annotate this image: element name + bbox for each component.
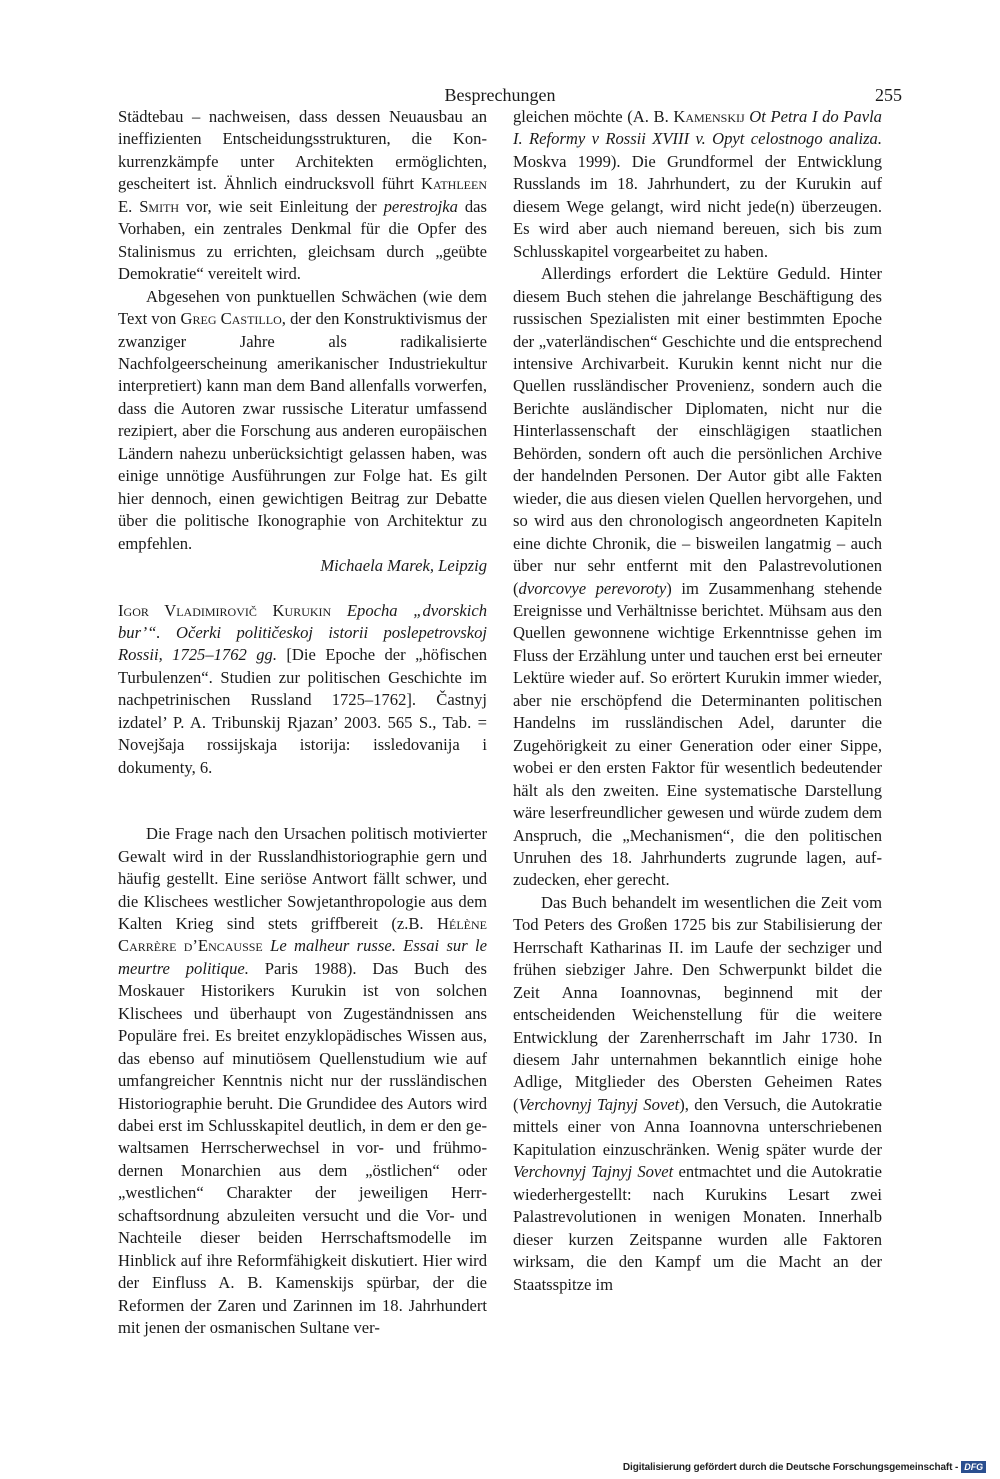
paragraph: Die Frage nach den Ursachen politisch motivierter Gewalt wird in der Russlandhistoriographie gern und häufig gestellt. Eine seriöse Antwort fällt schwer, und die Klischees westlicher Sowjetanthropologie aus dem Kalten Krieg sind stets griffbereit (z.B. Hélène Carrère d’Encausse Le malheur russe. Essai sur le meurtre politique. Paris 1988). Das Buch des Moskauer Historikers Kurukin ist von solchen Klischees und überhaupt von Zugeständnissen ans Populäre frei. Es breitet enzyklopädisches Wissen aus, das ebenso auf minutiösem Quellenstudium wie auf umfangreicher Kenntnis nicht nur der russländischen Historiographie beruht. Die Grundidee des Autors wird dabei erst im Schlusskapitel deutlich, in dem er den gewaltsamen Herrscherwechsel in vor- und frühmodernen Monarchien aus dem „östlichen“ oder „westlichen“ Charakter der jeweiligen Herrschaftsordnung abzuleiten versucht und die Vor- und Nachteile dieser beiden Herrschaftsmodelle im Hinblick auf ihre Reformfähigkeit diskutiert. Hier wird der Einfluss A. B. Kamenskijs spürbar, der die Reformen der Zaren und Zarinnen im 18. Jahrhundert mit jenen der osmanischen Sultane ver- bbox=[118, 824, 487, 1338]
right-column bbox=[513, 106, 882, 1296]
digitization-footer bbox=[623, 1461, 986, 1473]
paragraph: Das Buch behandelt im wesentlichen die Zeit vom Tod Peters des Großen 1725 bis zur Stabilisierung der Herrschaft Katharinas II. im Laufe der sechziger und frühen siebziger Jahre. Den Schwerpunkt bildet die Zeit Anna Ioannovnas, beginnend mit der entscheidenden Weichenstellung für die weitere Entwicklung der Zarenherrschaft im Jahr 1730. In diesem Jahr unternahmen bekanntlich einige hohe Adlige, Mitglieder des Obersten Geheimen Rates (Verchovnyj Tajnyj Sovet), den Versuch, die Autokratie mittels einer von Anna Ioannovna unterschriebenen Kapitulation einzuschränken. Wenig später wurde der Verchovnyj Tajnyj Sovet entmachtet und die Autokratie wiederhergestellt: nach Kurukins Lesart zwei Palastrevolutionen in wenigen Monaten. Innerhalb dieser kurzen Zeitspanne wurden alle Faktoren wirksam, die den Kampf um die Macht an der Staatsspitze im bbox=[513, 892, 882, 1294]
paragraph: Städtebau – nachweisen, dass dessen Neuausbau an ineffizienten Entscheidungsstrukturen, die Konkurrenzkämpfe unter Architekten ermöglichten, gescheitert ist. Ähnlich eindrucksvoll führt Kathleen E. Smith vor, wie seit Einleitung der perestrojka das Vorhaben, ein zentrales Denkmal für die Opfer des Stalinismus zu errichten, gleichsam durch „geübte Demokratie“ vereitelt wird. bbox=[118, 107, 487, 284]
reviewer-signature: Michaela Marek, Leipzig bbox=[320, 556, 487, 576]
page-number: 255 bbox=[875, 85, 902, 105]
paragraph: Abgesehen von punktuellen Schwächen (wie dem Text von Greg Castillo, der den Konstruktivismus der zwanziger Jahre als radikalisierte Nachfolgeerscheinung amerikanischer Industriekultur interpretiert) kann man dem Band allenfalls vorwerfen, dass die Autoren zwar russische Literatur umfassend rezipiert, aber die Forschung aus anderen europäischen Ländern nahezu unberücksichtigt gelassen haben, was einige unnötige Ausführungen zur Folge hat. Es gilt hier dennoch, einen gewichtigen Beitrag zur Debatte über die politische Ikonographie von Architektur zu empfehlen. bbox=[118, 286, 487, 553]
paragraph: Allerdings erfordert die Lektüre Geduld. Hinter diesem Buch stehen die jahrelange Beschäftigung des russischen Spezialisten mit einer bestimmten Epoche der „vaterländischen“ Geschichte und die entsprechend intensive Archivarbeit. Kurukin kennt nicht nur die Quellen russländischer Provenienz, sondern auch die Berichte ausländischer Diplomaten, nicht nur die Hinterlassenschaft der einschlägigen staatlichen Behörden, sondern oft auch die persönlichen Archive der handelnden Personen. Der Autor gibt alle Fakten wieder, die aus diesen vielen Quellen hervorgehen, und so wird aus den chronologisch angeordneten Kapiteln eine dichte Chronik, die – bisweilen langatmig – auch über nur sehr entfernt mit den Palastrevolutionen (dvorcovye perevoroty) im Zusammenhang stehende Ereignisse und Verhältnisse berichtet. Mühsam aus den Quellen gewonnene wichtige Erkenntnisse gehen im Fluss der Erzählung unter und tauchen erst bei erneuter Lektüre wieder auf. So erörtert Kurukin immer wieder, aber nie erschöpfend die Determinanten politischen Handelns im russländischen Adel, darunter die Zugehörigkeit zu einer Generation oder einer Sippe, wobei er den ersten Faktor für wesentlich bedeutender hält als den zweiten. Eine systematische Darstellung wäre leserfreundlicher gewesen und würde zudem dem Anspruch, die „Mechanismen“, die den politischen Unruhen des 18. Jahrhunderts zugrunde lagen, aufzudecken, eher gerecht. bbox=[513, 264, 882, 890]
dfg-logo-icon: DFG bbox=[961, 1461, 986, 1473]
footer-text: Digitalisierung gefördert durch die Deutsche Forschungsgemeinschaft - bbox=[622, 1461, 959, 1473]
author-name: Kamenskij bbox=[673, 107, 745, 126]
citation-author: Igor Vladimirovič Kurukin bbox=[118, 600, 332, 620]
paragraph: gleichen möchte (A. B. Kamenskij Ot Petra I do Pavla I. Reformy v Rossii XVIII v. Opyt celostnogo analiza. Moskva 1999). Die Grundformel der Entwicklung Russlands im 18. Jahrhundert, zu der Kurukin auf diesem Wege gelangt, wird nicht jede(n) überzeugen. Es wird aber auch niemand bereuen, sich bis zum Schlusskapitel vorgearbeitet zu haben. bbox=[513, 107, 882, 261]
running-header: Besprechungen bbox=[444, 85, 556, 105]
author-name: Hélène Carrère d’Encausse bbox=[118, 913, 487, 956]
author-name: Greg Castillo bbox=[180, 309, 282, 329]
author-name: Kathleen E. Smith bbox=[118, 174, 487, 216]
left-column bbox=[118, 106, 487, 1340]
book-citation: Igor Vladimirovič Kurukin Epocha „dvorskich bur’“. Očerki političeskoj istorii poslepetrovskoj Rossii, 1725–1762 gg. [Die Epoche der „höfischen Turbulenzen“. Studien zur politischen Geschichte im nachpetrinischen Russland 1725–1762]. Častnyj izdatel’ P. A. Tribunskij Rjazan’ 2003. 565 S., Tab. = Novejšaja rossijskaja istorija: issledovanija i dokumenty, 6. bbox=[118, 600, 488, 777]
citation-title: Epocha „dvorskich bur’“. Očerki političeskoj istorii poslepetrovskoj Rossii, 1725–1762 gg. bbox=[118, 600, 488, 665]
